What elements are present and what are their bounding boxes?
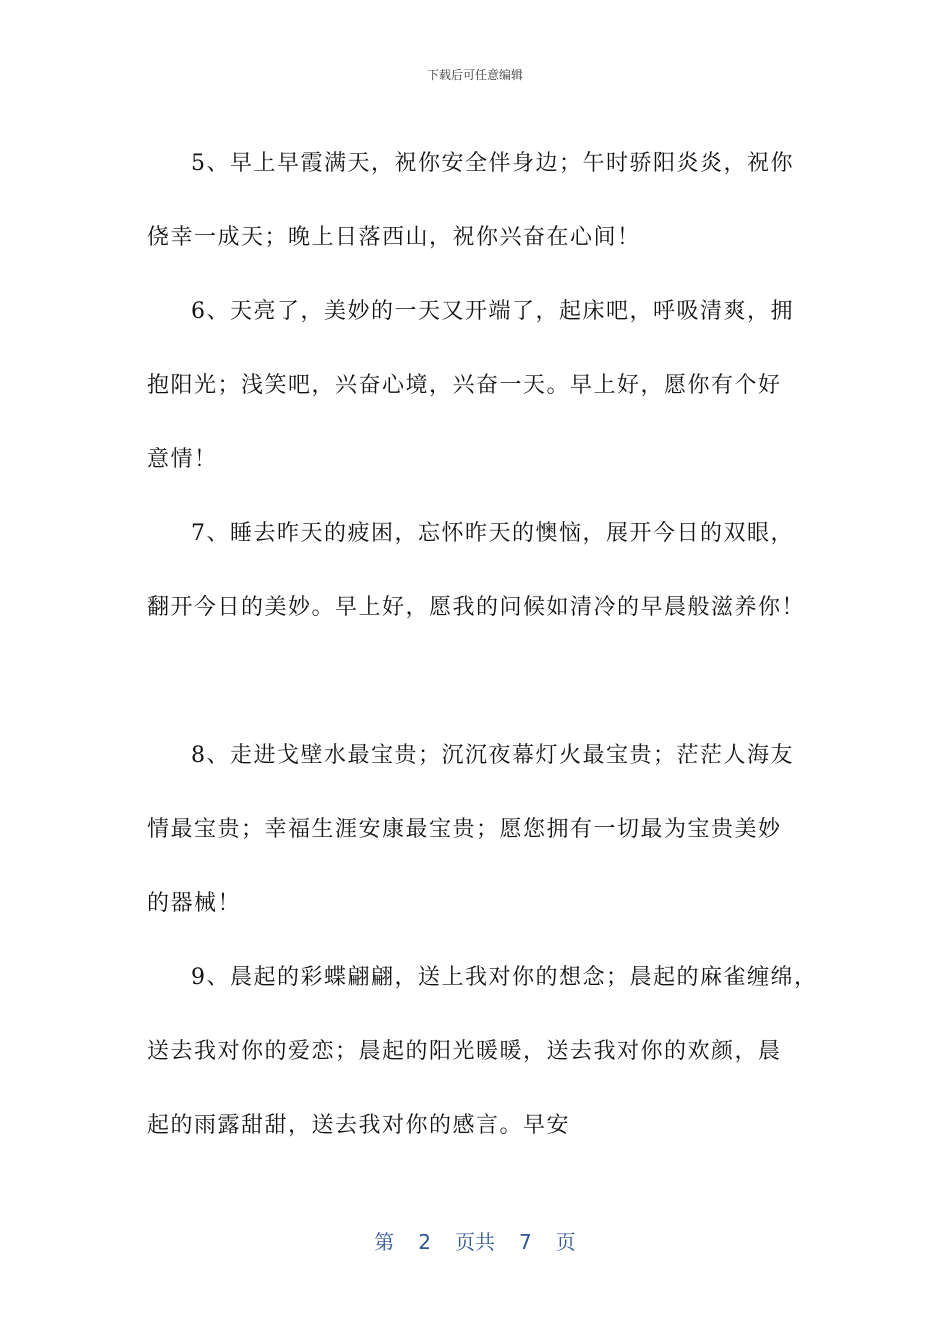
paragraph-8 (147, 719, 819, 941)
paragraph-line: 8、走进戈壁水最宝贵；沉沉夜幕灯火最宝贵；茫茫人海友 (191, 743, 794, 768)
footer-total-pages: 7 (519, 1230, 532, 1254)
paragraph-line: 9、晨起的彩蝶翩翩，送上我对你的想念；晨起的麻雀缠绵， (191, 965, 818, 990)
page-number-footer (0, 1226, 950, 1255)
paragraph-6 (147, 275, 819, 497)
paragraph-line: 侥幸一成天；晚上日落西山，祝你兴奋在心间！ (147, 225, 641, 250)
paragraph-line: 起的雨露甜甜，送去我对你的感言。早安 (147, 1113, 571, 1138)
page-header-note: 下载后可任意编辑 (426, 68, 523, 82)
paragraph-line: 的器械！ (147, 891, 242, 916)
paragraph-line: 情最宝贵；幸福生涯安康最宝贵；愿您拥有一切最为宝贵美妙 (147, 817, 782, 842)
paragraph-line: 翻开今日的美妙。早上好，愿我的问候如清冷的早晨般滋养你！ (147, 595, 806, 620)
paragraph-5 (147, 127, 819, 275)
footer-suffix: 页 (555, 1230, 576, 1254)
paragraph-7 (147, 497, 819, 645)
document-body (147, 127, 819, 1163)
paragraph-9 (147, 941, 819, 1163)
paragraph-line: 抱阳光；浅笑吧，兴奋心境，兴奋一天。早上好，愿你有个好 (147, 373, 782, 398)
paragraph-line: 意情！ (147, 447, 218, 472)
footer-prefix: 第 (374, 1230, 395, 1254)
paragraph-line: 7、睡去昨天的疲困，忘怀昨天的懊恼，展开今日的双眼， (191, 521, 794, 546)
paragraph-line: 送去我对你的爱恋；晨起的阳光暖暖，送去我对你的欢颜，晨 (147, 1039, 782, 1064)
paragraph-line: 5、早上早霞满天，祝你安全伴身边；午时骄阳炎炎，祝你 (191, 151, 794, 176)
paragraph-line: 6、天亮了，美妙的一天又开端了，起床吧，呼吸清爽，拥 (191, 299, 794, 324)
footer-current-page: 2 (418, 1230, 431, 1254)
footer-middle: 页共 (455, 1230, 495, 1254)
paragraph-spacer (147, 645, 819, 719)
